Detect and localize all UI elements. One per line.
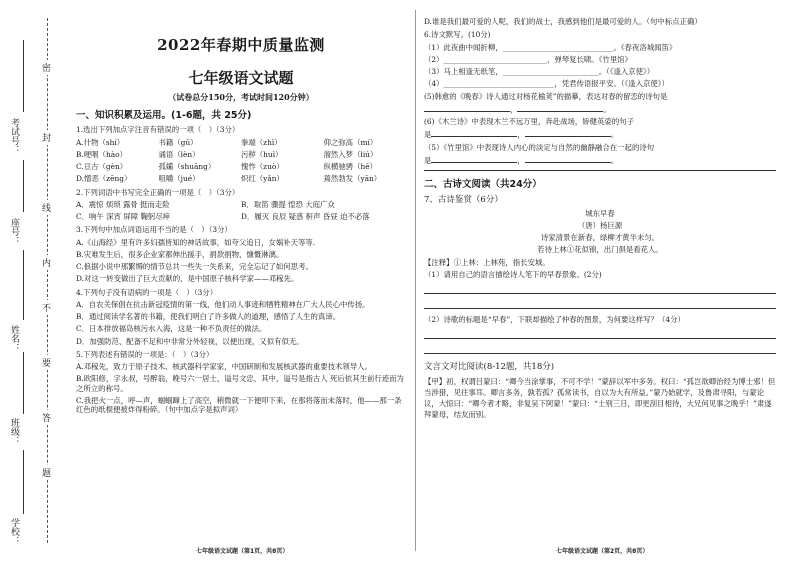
- poem-note: 【注释】①上林：上林苑，指长安城。: [424, 257, 550, 267]
- option: B．通过阅读学名著的书籍，使我们明白了许多做人的道理，感悟了人生的真谛。: [76, 312, 341, 322]
- page-title: 2022年春期中质量监测: [157, 36, 325, 54]
- q1-option-row: [76, 174, 406, 183]
- recitation-prompt: [424, 92, 776, 101]
- binding-margin: [0, 0, 72, 561]
- question-1: 1.选出下列加点字注音有错误的一项（ ）（3分）: [76, 125, 240, 135]
- option: D.憎恶（zēng）: [76, 174, 132, 184]
- option: 仰之弥高（mí）: [323, 137, 378, 147]
- answer-line-row: 是 ， 。: [424, 130, 619, 140]
- recitation-prompt: [424, 143, 776, 152]
- option: D．加强防范、配备不足和中非常分外轻视，以便出现，又似有似无。: [76, 336, 304, 346]
- exam-note: （试卷总分150分，考试时间120分钟）: [168, 91, 314, 102]
- answer-blank[interactable]: [517, 104, 603, 112]
- exam-number-label: 考试号：: [9, 118, 19, 154]
- option: D．履灭 良辰 疑惑 鼾声 昏昼 迫不必落: [241, 212, 370, 222]
- option: A．自农关保倡在抗击新冠疫情的第一线，他们动人事迹和牺牲精神在广大人民心中传扬。: [76, 299, 370, 309]
- section-rule: [424, 170, 776, 171]
- seat-number-label: 座号：: [9, 218, 19, 245]
- seat-number-field[interactable]: [23, 160, 24, 212]
- option: 拳端（zhì）: [241, 137, 282, 147]
- answer-line-row: ， 。: [424, 104, 776, 114]
- option: D.对这一转变做出了巨大贡献的，是中国原子核科学家——邓稼先。: [76, 274, 299, 284]
- option: 书籍（gū）: [158, 137, 198, 147]
- recitation-blank[interactable]: （2）____________________________，弹琴复长啸。《竹里馆》: [424, 54, 632, 64]
- option: C．响午 深宵 屏障 鞠躬尽瘁: [76, 212, 171, 222]
- poem-author: （唐）杨巨源: [577, 220, 623, 230]
- answer-blank[interactable]: [431, 129, 517, 137]
- option: B．取笛 骤提 惶恐 大庭广众: [241, 199, 335, 209]
- question-3: 3.下列句中加点词语运用不当的是（ ）（3分）: [76, 225, 232, 235]
- name-label: 姓名：: [9, 325, 19, 352]
- page-divider: [415, 10, 416, 551]
- seal-char: 答: [42, 410, 51, 425]
- class-field[interactable]: [23, 352, 24, 414]
- seal-char: 题: [42, 465, 51, 480]
- answer-line[interactable]: [424, 298, 776, 309]
- name-field[interactable]: [23, 250, 24, 320]
- school-field[interactable]: [23, 450, 24, 514]
- page-two: [424, 14, 776, 420]
- option: D.谁是我们最可爱的人呢，我们的战士，我感到他们是最可爱的人。（句中标点正确）: [424, 17, 702, 26]
- option: B.灾难发生后，很多企业家都伸出援手，捐款捐物，慷慨淋漓。: [76, 249, 284, 259]
- option: A.《山海经》里有许多妇孺皆知的神话故事，如夸父追日，女娲补天等等.: [76, 237, 316, 247]
- seal-char: 不: [42, 300, 51, 315]
- answer-blank[interactable]: [525, 129, 611, 137]
- poem-line: 诗家清景在新春，绿柳才黄半未匀。: [540, 233, 660, 242]
- seal-char: 密: [42, 60, 51, 75]
- option: 污秽（huì）: [241, 149, 283, 159]
- q1-option-row: [76, 150, 406, 159]
- prompt-text: （5）《竹里馆》中表现诗人内心的淡定与自然的幽静融合在一起的诗句: [424, 142, 655, 152]
- school-label: 学校：: [9, 518, 19, 545]
- option: C．日本排放福岛核污水入海，这是一种不负责任的做法。: [76, 324, 267, 334]
- option: A.邓稼先，致力于原子技术、核武器科学家家，中国研制和发展核武器的重要技术领导人。: [76, 362, 372, 372]
- answer-blank[interactable]: [431, 155, 517, 163]
- option: 诵语（lèn）: [158, 149, 200, 159]
- option: C.俍据小说中那繁缛的情节总共一些失一失系来，完全忘记了如何思考。: [76, 262, 313, 272]
- option: B.欧阳修，字永叔，号醉翁，晚号六一居士，谥号文忠，其中，谥号是指古人 死后依其生前行迹而为之所立的称号。: [76, 374, 404, 393]
- question-7: 7、古诗鉴赏（6分）: [424, 194, 503, 205]
- page-footer: 七年级语文试题（第1页，共8页）: [196, 548, 289, 555]
- section-heading: 一、知识积累及运用。(1-6题，共 25分): [76, 109, 252, 121]
- page-one: [76, 16, 406, 414]
- option: 愧怍（zuò）: [241, 162, 284, 172]
- answer-line[interactable]: [424, 343, 776, 354]
- seal-char: 要: [42, 355, 51, 370]
- option: 溜然入梦（liú）: [323, 149, 378, 159]
- reading-section-heading: 文言文对比阅读(8-12题，共18分): [424, 362, 555, 373]
- q1-option-row: [76, 162, 406, 171]
- question-6: 6.诗文默写。(10分): [424, 30, 491, 40]
- prompt-text: (5)韩愈的《晚春》诗人通过对杨花榆荚”的描摹，表达对春的留恋的诗句是: [424, 91, 668, 101]
- option: B.哽咽（hào）: [76, 149, 127, 159]
- answer-blank[interactable]: [525, 155, 611, 163]
- recitation-prompt: [424, 117, 776, 126]
- seal-char: 线: [42, 200, 51, 215]
- answer-blank[interactable]: [424, 104, 510, 112]
- poem-line: 若待上林①花似锦，出门俱是看花人。: [537, 245, 663, 255]
- option: 蔫然勃发（yān）: [323, 174, 382, 184]
- class-label: 班级：: [9, 418, 19, 445]
- option: 炽红（yǎn）: [241, 174, 284, 184]
- option: 咀嚼（jué）: [158, 174, 200, 184]
- option: A.什物（shí）: [76, 137, 125, 147]
- seal-char: 封: [42, 130, 51, 145]
- question-2: 2.下列词语中书写完全正确的一项是（ ）（3分）: [76, 187, 240, 197]
- answer-line[interactable]: [424, 283, 776, 294]
- q2-option-row: [76, 200, 406, 209]
- poem-title: 城东早春: [585, 208, 615, 218]
- option: C.亘古（gèn）: [76, 162, 128, 172]
- exam-number-field[interactable]: [23, 40, 24, 112]
- prompt-text: 是: [424, 155, 432, 165]
- recitation-blank[interactable]: （1）此夜曲中闻折柳，______________________________。《春夜洛城闻笛》: [424, 42, 677, 52]
- question-7-1: （1）请用自己的语言描绘诗人笔下的早春景象。(2分): [424, 269, 602, 279]
- answer-line[interactable]: [424, 328, 776, 339]
- seal-char: 内: [42, 255, 51, 270]
- exam-subtitle: 七年级语文试题: [188, 68, 294, 87]
- question-7-2: （2）诗歌的标题是“早春”，下联却描绘了仲春的图景，为何要这样写？（4分）: [424, 315, 685, 324]
- option: C.我把火一点，呼—声，蝈蝈蹿上了高空，稍微就一下便叩下来，在那将落而未落时，他——那一条红色的纸棍便被炸得粉碎。（句中加点字是拟声词）: [76, 395, 402, 415]
- answer-line-row: 是 ， 。: [424, 155, 619, 165]
- classical-passage: 【甲】初，权谓吕蒙曰：“卿今当涂掌事，不可不学！”蒙辞以军中多务。权曰：“孤岂欲卿治经为博士邪！但当涉猎，见往事耳。卿言多务，孰若孤？孤常读书，自以为大有所益。”蒙乃始就学，及鲁肃寻阳，与蒙论议，大惊曰：“卿今者才略，非复吴下阿蒙！”蒙曰：“士别三日，即更刮目相待，大兄何见事之晚乎！”肃遂拜蒙母，结友而别。: [424, 376, 776, 420]
- page-footer: 七年级语文试题（第2页，共8页）: [556, 548, 649, 555]
- option: 纵横驰骋（hē）: [323, 162, 377, 172]
- option: 孤孀（shuāng）: [158, 162, 216, 172]
- recitation-blank[interactable]: （3）马上相逢无纸笔，__________________________。（《逢入京使》）: [424, 67, 655, 76]
- question-5: 5.下列表述有错误的一项是：（ ）（3分）: [76, 349, 214, 359]
- question-4: 4.下列句子没有语病的一项是（ ）（3分）: [76, 287, 218, 297]
- section-heading: 二、古诗文阅读（共24分）: [424, 179, 542, 190]
- q1-option-row: [76, 138, 406, 147]
- prompt-text: 是: [424, 130, 432, 140]
- option: A．震惊 烦琐 露骨 挺而走险: [76, 199, 170, 209]
- q2-option-row: [76, 212, 406, 221]
- recitation-blank[interactable]: （4）______________________________，凭君传语报平安。（《逢入京使》）: [424, 79, 669, 89]
- prompt-text: (6)《木兰诗》中表现木兰不远万里，奔赴战场，矫健英姿的句子: [424, 117, 635, 126]
